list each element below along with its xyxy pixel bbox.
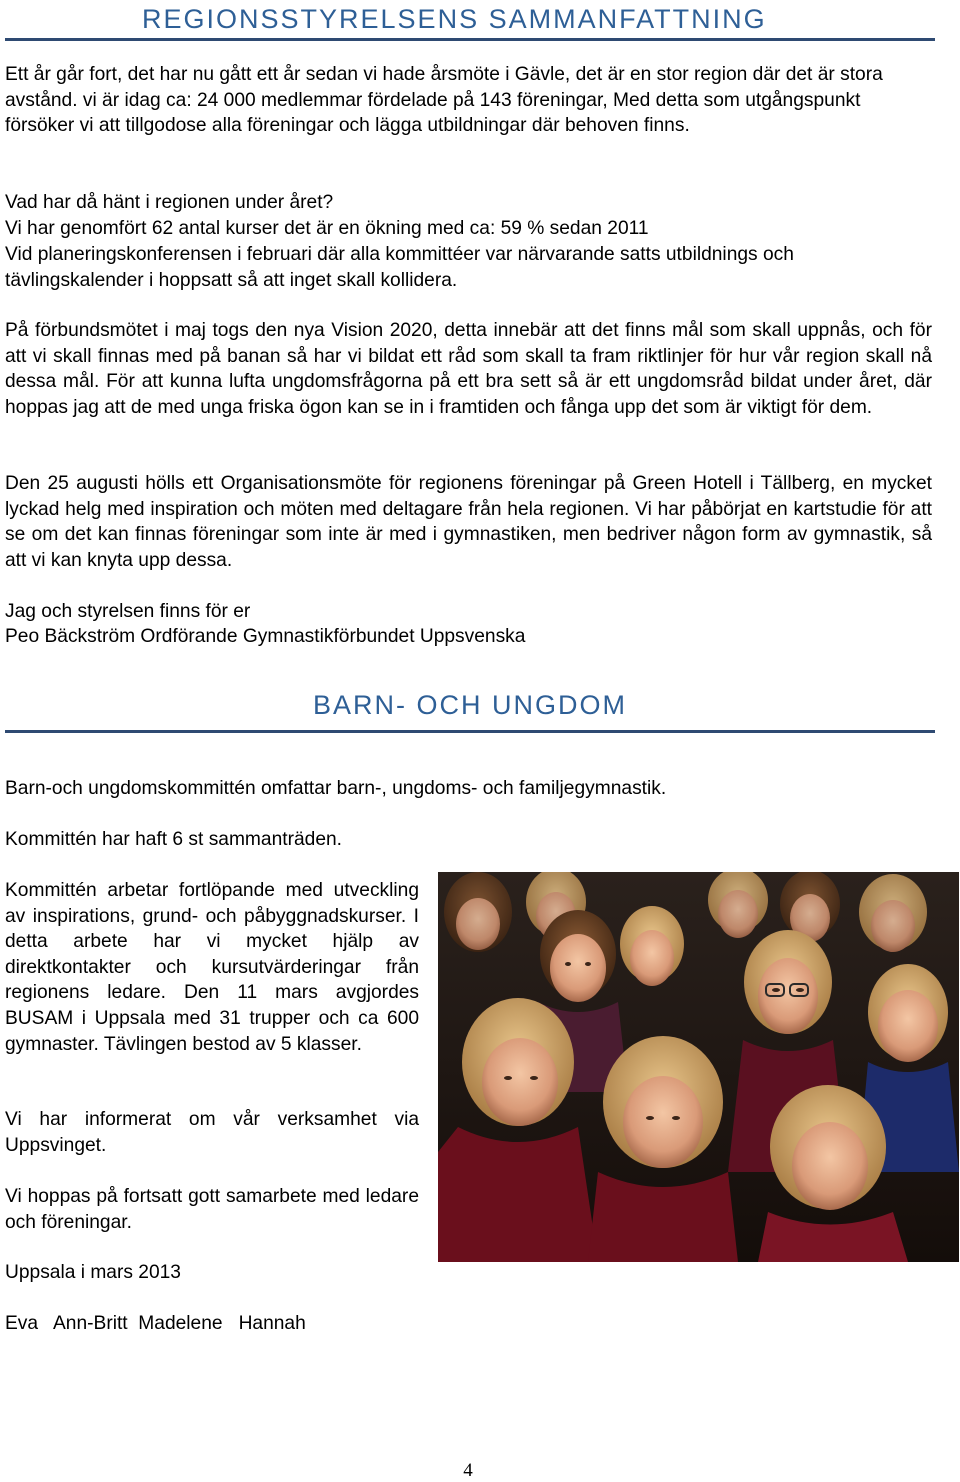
summary-heading-text: REGIONSSTYRELSENS SAMMANFATTNING bbox=[142, 4, 767, 34]
youth-names: Eva Ann-Britt Madelene Hannah bbox=[5, 1313, 306, 1334]
youth-meetings: Kommittén har haft 6 st sammanträden. bbox=[5, 829, 342, 850]
summary-meeting: Den 25 augusti hölls ett Organisationsmöte för regionens föreningar på Green Hotell i Tällberg, en mycket lyckad helg med inspiration och möten med deltagare från hela regionen. Vi har påbörjat en kartstudie för att se om det kan finnas föreningar som inte är med i gymnastiken, men bedriver någon form av gymnastik, så att vi kan knyta upp dessa. bbox=[5, 473, 932, 571]
group-of-young-gymnasts-photo bbox=[438, 872, 959, 1262]
youth-scope: Barn-och ungdomskommittén omfattar barn-, ungdoms- och familjegymnastik. bbox=[5, 778, 667, 799]
youth-work: Kommittén arbetar fortlöpande med utveckling av inspirations, grund- och påbyggnadskurser. I detta arbete har vi mycket hjälp av direktkontakter och kursutvärderingar från regionens ledare. Den 11 mars avgjordes BUSAM i Uppsala med 31 trupper och ca 600 gymnaster. Tävlingen bestod av 5 klasser. bbox=[5, 880, 419, 1055]
youth-hope: Vi hoppas på fortsatt gott samarbete med ledare och föreningar. bbox=[5, 1186, 419, 1233]
summary-signature: Peo Bäckström Ordförande Gymnastikförbundet Uppsvenska bbox=[5, 626, 526, 647]
summary-heading bbox=[5, 4, 935, 41]
summary-courses: Vi har genomfört 62 antal kurser det är en ökning med ca: 59 % sedan 2011 bbox=[5, 218, 649, 239]
page-number: 4 bbox=[463, 1460, 473, 1481]
summary-closing-line: Jag och styrelsen finns för er bbox=[5, 601, 251, 622]
summary-intro: Ett år går fort, det har nu gått ett år sedan vi hade årsmöte i Gävle, det är en stor region där det är stora avstånd. vi är idag ca: 24 000 medlemmar fördelade på 143 föreningar, Med detta som utgångspunkt försöker vi att tillgodose alla föreningar och lägga utbildningar där behoven finns. bbox=[5, 64, 883, 137]
youth-heading-text: BARN- OCH UNGDOM bbox=[313, 690, 627, 720]
youth-info: Vi har informerat om vår verksamhet via Uppsvinget. bbox=[5, 1109, 419, 1156]
youth-place-date: Uppsala i mars 2013 bbox=[5, 1262, 181, 1283]
summary-question: Vad har då hänt i regionen under året? bbox=[5, 192, 334, 213]
youth-heading bbox=[5, 690, 935, 733]
photo-illustration bbox=[438, 872, 959, 1262]
summary-vision: På förbundsmötet i maj togs den nya Vision 2020, detta innebär att det finns mål som skall uppnås, och för att vi skall finnas med på banan så har vi bildat ett råd som skall ta fram riktlinjer för hur vår region skall nå dessa mål. För att kunna lufta ungdomsfrågorna på ett bra sett så är ett ungdomsråd bildat under året, där hoppas jag att de med unga friska ögon kan se in i framtiden och fånga upp det som är viktigt för dem. bbox=[5, 320, 932, 418]
summary-planning: Vid planeringskonferensen i februari där alla kommittéer var närvarande satts utbildnings och tävlingskalender i hoppsatt så att inget skall kollidera. bbox=[5, 244, 794, 291]
